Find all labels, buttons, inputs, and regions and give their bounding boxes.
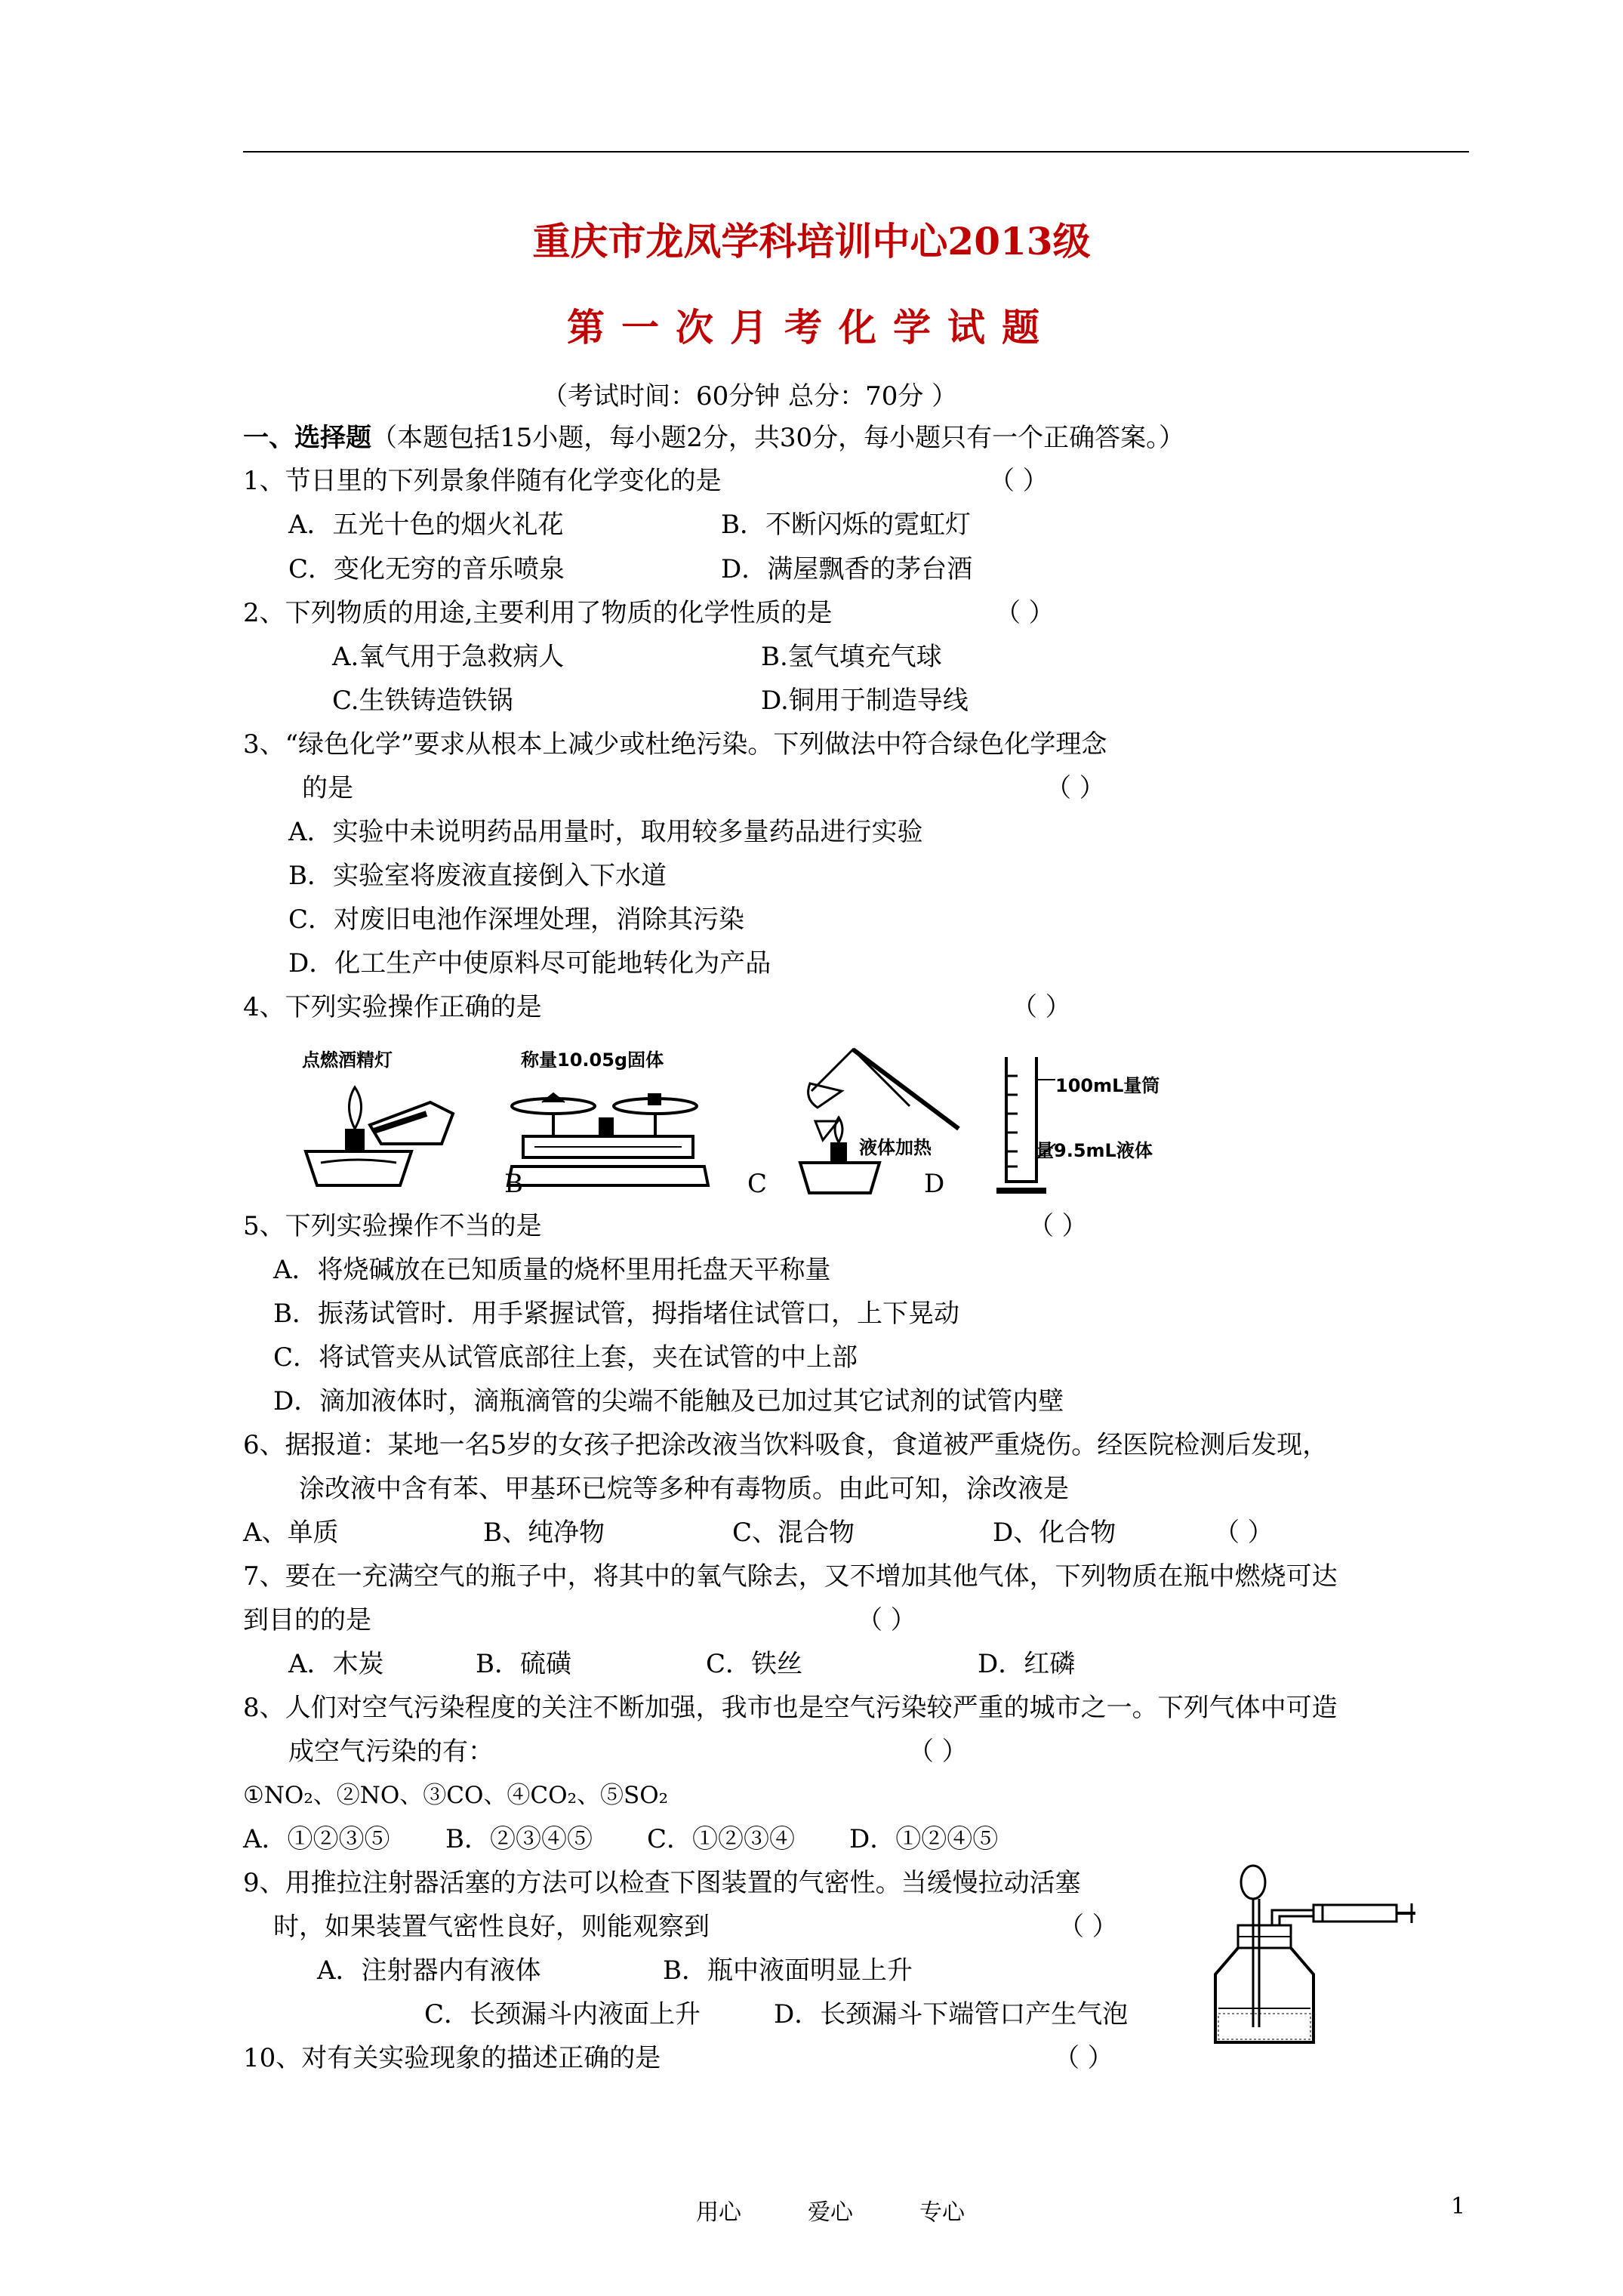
q4-stem: 4、下列实验操作正确的是	[243, 992, 542, 1022]
q5-option-a: A．将烧碱放在已知质量的烧杯里用托盘天平称量	[273, 1255, 831, 1285]
q1-option-c: C．变化无穷的音乐喷泉	[288, 554, 565, 584]
q8-option-a: A．①②③⑤	[243, 1824, 390, 1854]
q7-answer-blank: （ ）	[857, 1605, 916, 1635]
q1-option-a: A．五光十色的烟火礼花	[288, 510, 564, 540]
q9-option-a: A．注射器内有液体	[317, 1955, 541, 1986]
q4-fig-d-label-cylinder: 100mL量筒	[1055, 1075, 1160, 1096]
q3-stem-line2: 的是	[302, 773, 353, 803]
q9-stem-line2: 时，如果装置气密性良好，则能观察到	[273, 1912, 710, 1942]
q4-answer-blank: （ ）	[1012, 992, 1071, 1022]
q10-stem: 10、对有关实验现象的描述正确的是	[243, 2043, 661, 2073]
q6-option-c: C、混合物	[732, 1518, 855, 1548]
exam-title-line1: 重庆市龙凤学科培训中心2013级	[532, 219, 1091, 264]
q4-fig-d-graduated-cylinder	[995, 1053, 1055, 1197]
section-heading-note: （本题包括15小题，每小题2分，共30分，每小题只有一个正确答案。）	[371, 423, 1185, 453]
q5-answer-blank: （ ）	[1028, 1211, 1088, 1241]
q2-option-c: C.生铁铸造铁锅	[332, 686, 513, 716]
q4-fig-d-letter: D	[924, 1169, 945, 1199]
q7-option-b: B．硫磺	[476, 1649, 571, 1679]
q1-option-d: D．满屋飘香的茅台酒	[721, 554, 973, 584]
q8-option-c: C．①②③④	[647, 1824, 796, 1854]
q4-fig-b-label: 称量10.05g固体	[521, 1049, 664, 1071]
q2-option-d: D.铜用于制造导线	[761, 686, 969, 716]
q3-option-d: D．化工生产中使原料尽可能地转化为产品	[288, 948, 771, 978]
q6-stem-line1: 6、据报道：某地一名5岁的女孩子把涂改液当饮料吸食，食道被严重烧伤。经医院检测后发现，	[243, 1430, 1329, 1460]
q8-stem-line2: 成空气污染的有：	[288, 1737, 494, 1767]
q1-stem: 1、节日里的下列景象伴随有化学变化的是	[243, 466, 722, 496]
q7-stem-line1: 7、要在一充满空气的瓶子中，将其中的氧气除去，又不增加其他气体，下列物质在瓶中燃烧可达	[243, 1561, 1338, 1592]
q8-option-b: B．②③④⑤	[445, 1824, 593, 1854]
footer-motto-1: 用心	[696, 2199, 741, 2226]
q9-answer-blank: （ ）	[1058, 1912, 1118, 1942]
q1-option-b: B．不断闪烁的霓虹灯	[721, 510, 971, 540]
q2-option-a: A.氧气用于急救病人	[332, 642, 565, 672]
q9-option-c: C．长颈漏斗内液面上升	[424, 1999, 701, 2029]
q3-option-c: C．对废旧电池作深埋处理，消除其污染	[288, 905, 745, 935]
q4-fig-a-alcohol-lamp	[298, 1072, 464, 1193]
section-heading-label: 一、选择题	[243, 423, 371, 453]
q6-option-b: B、纯净物	[483, 1518, 605, 1548]
q2-stem: 2、下列物质的用途,主要利用了物质的化学性质的是	[243, 598, 833, 628]
q7-option-d: D．红磷	[978, 1649, 1076, 1679]
q4-fig-b-letter: B	[504, 1169, 523, 1199]
q4-fig-d-label-volume: 量9.5mL液体	[1036, 1140, 1153, 1161]
q9-stem-line1: 9、用推拉注射器活塞的方法可以检查下图装置的气密性。当缓慢拉动活塞	[243, 1868, 1081, 1898]
q4-fig-a-label: 点燃酒精灯	[302, 1049, 393, 1071]
footer-motto-2: 爱心	[808, 2199, 853, 2226]
q10-answer-blank: （ ）	[1054, 2043, 1113, 2073]
section-heading	[243, 423, 1184, 453]
q5-option-c: C．将试管夹从试管底部往上套，夹在试管的中上部	[273, 1342, 858, 1373]
q5-option-d: D．滴加液体时，滴瓶滴管的尖端不能触及已加过其它试剂的试管内壁	[273, 1386, 1064, 1416]
q7-stem-line2: 到目的的是	[243, 1605, 371, 1635]
q6-option-a: A、单质	[243, 1518, 339, 1548]
q4-fig-b-balance	[504, 1072, 716, 1193]
footer-motto-3: 专心	[919, 2199, 965, 2226]
q5-option-b: B．振荡试管时．用手紧握试管，拇指堵住试管口，上下晃动	[273, 1299, 959, 1329]
q1-answer-blank: （ ）	[989, 466, 1049, 496]
q6-option-d: D、化合物	[993, 1518, 1116, 1548]
q8-answer-blank: （ ）	[908, 1737, 968, 1767]
q9-apparatus-diagram	[1208, 1854, 1419, 2054]
q8-stem-line1: 8、人们对空气污染程度的关注不断加强，我市也是空气污染较严重的城市之一。下列气体中可造	[243, 1693, 1338, 1723]
q9-option-d: D．长颈漏斗下端管口产生气泡	[774, 1999, 1129, 2029]
q3-answer-blank: （ ）	[1046, 773, 1105, 803]
exam-info: （考试时间：60分钟 总分：70分 ）	[542, 381, 958, 411]
q6-stem-line2: 涂改液中含有苯、甲基环已烷等多种有毒物质。由此可知，涂改液是	[299, 1474, 1069, 1504]
q9-option-b: B．瓶中液面明显上升	[663, 1955, 913, 1986]
q4-fig-c-letter: C	[747, 1169, 768, 1199]
q2-option-b: B.氢气填充气球	[761, 642, 942, 672]
q8-gas-list: ①NO₂、②NO、③CO、④CO₂、⑤SO₂	[243, 1782, 669, 1809]
page-number: 1	[1451, 2193, 1466, 2220]
q7-option-a: A．木炭	[288, 1649, 384, 1679]
q6-answer-blank: （ ）	[1214, 1518, 1273, 1548]
q3-option-b: B．实验室将废液直接倒入下水道	[288, 861, 667, 891]
header-rule	[243, 151, 1469, 153]
q4-fig-c-label: 液体加热	[859, 1137, 932, 1158]
q5-stem: 5、下列实验操作不当的是	[243, 1211, 542, 1241]
q8-option-d: D．①②④⑤	[849, 1824, 999, 1854]
q3-option-a: A．实验中未说明药品用量时，取用较多量药品进行实验	[288, 817, 923, 847]
q3-stem-line1: 3、“绿色化学”要求从根本上减少或杜绝污染。下列做法中符合绿色化学理念	[243, 729, 1107, 760]
q2-answer-blank: （ ）	[995, 598, 1055, 628]
exam-title-line2: 第一次月考化学试题	[567, 305, 1056, 350]
q7-option-c: C．铁丝	[706, 1649, 803, 1679]
